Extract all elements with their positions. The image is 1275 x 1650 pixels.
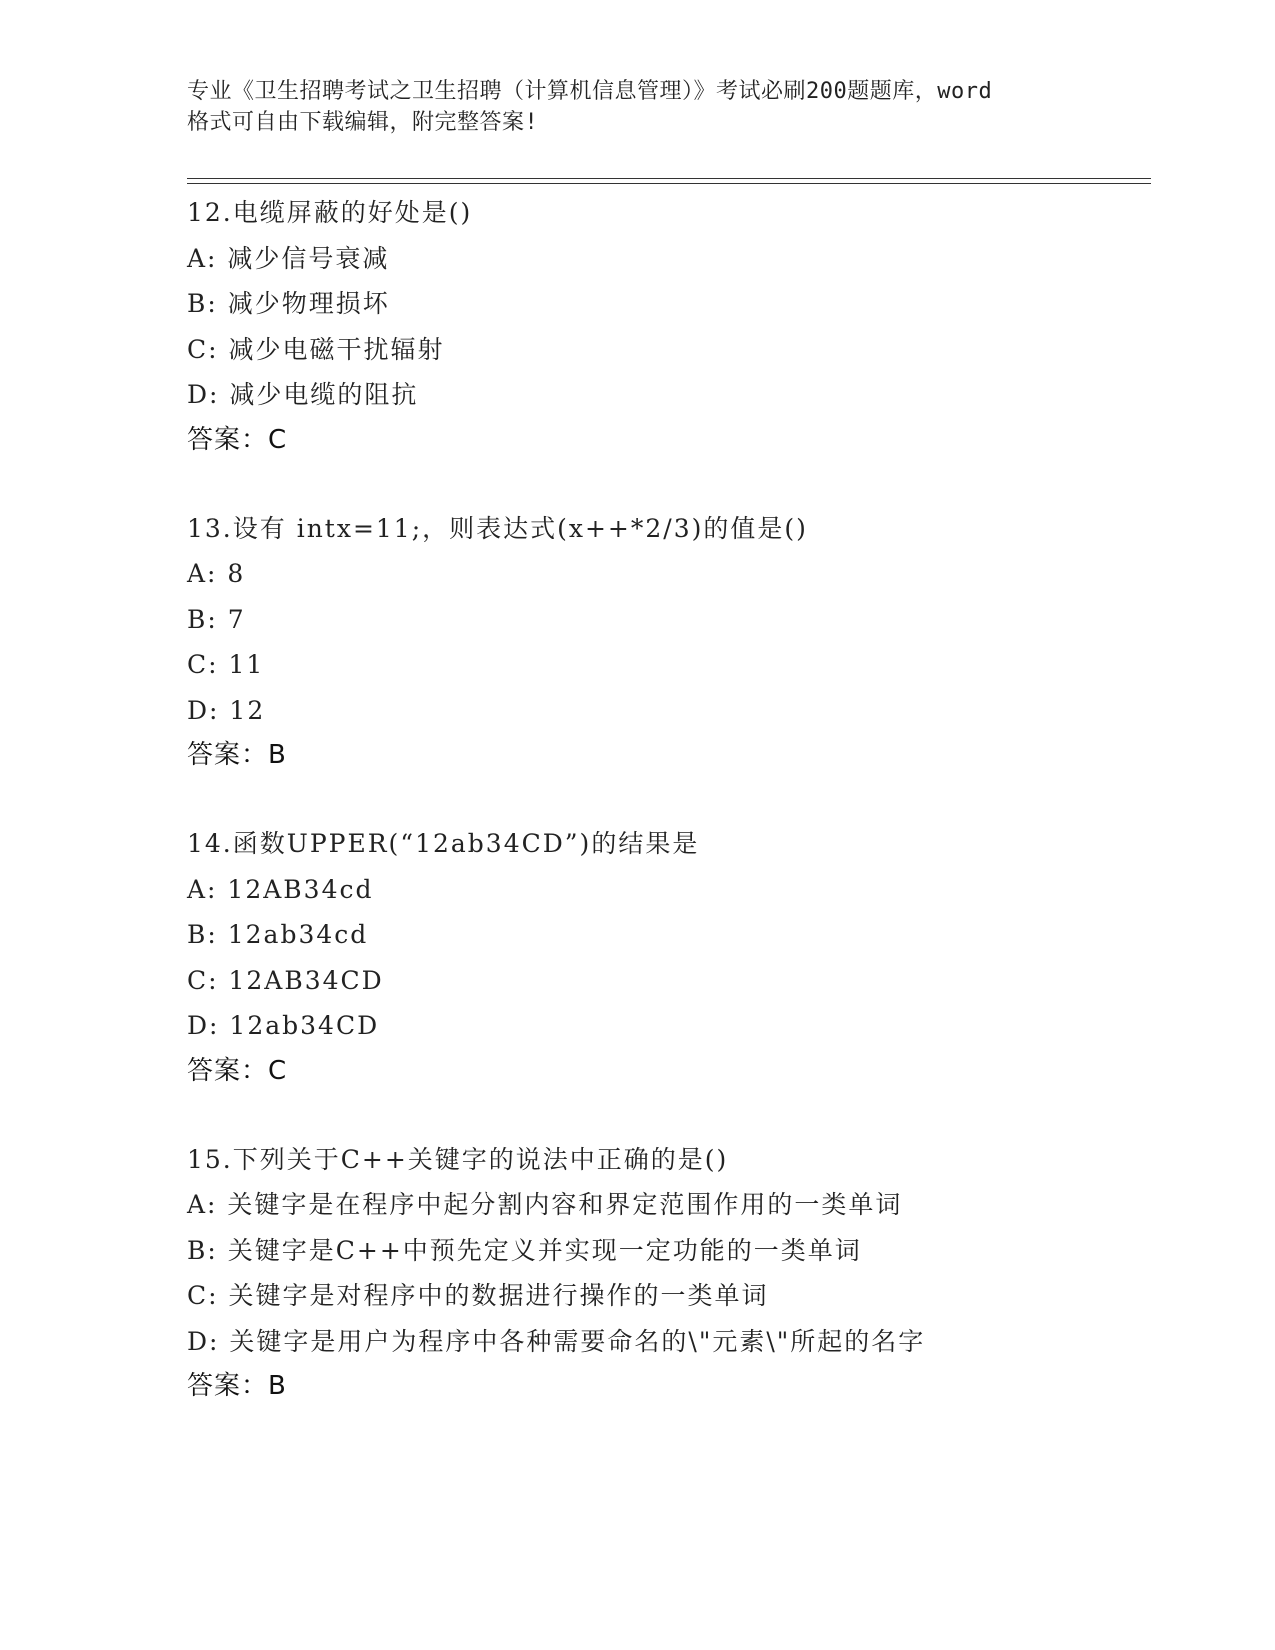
option-c: C: 关键字是对程序中的数据进行操作的一类单词: [187, 1281, 769, 1310]
option-d: D: 12ab34CD: [187, 1011, 380, 1040]
question-stem: 12.电缆屏蔽的好处是(): [187, 198, 473, 227]
document-header: [187, 76, 1087, 138]
option-c: C: 减少电磁干扰辐射: [187, 334, 445, 364]
option-a: A: 减少信号衰减: [187, 243, 390, 273]
answer-line: 答案：C: [187, 1055, 288, 1086]
answer-line: 答案：B: [187, 1371, 287, 1401]
option-d: D: 12: [187, 695, 266, 725]
option-c: C: 12AB34CD: [187, 965, 384, 995]
question-13: [187, 506, 1167, 779]
option-d: D: 减少电缆的阻抗: [187, 380, 419, 409]
option-a: A: 12AB34cd: [187, 874, 374, 904]
option-b: B: 7: [187, 604, 246, 634]
option-b: B: 减少物理损坏: [187, 289, 390, 318]
question-14: [187, 821, 1167, 1094]
option-c: C: 11: [187, 650, 265, 679]
header-title-line-1: 专业《卫生招聘考试之卫生招聘（计算机信息管理）》考试必刷200题题库，word: [187, 79, 993, 104]
option-a: A: 关键字是在程序中起分割内容和界定范围作用的一类单词: [187, 1190, 903, 1219]
question-stem: 14.函数UPPER(“12ab34CD”)的结果是: [187, 829, 700, 858]
question-15: [187, 1137, 1167, 1410]
option-d: D: 关键字是用户为程序中各种需要命名的\"元素\"所起的名字: [187, 1326, 926, 1356]
option-b: B: 关键字是C++中预先定义并实现一定功能的一类单词: [187, 1235, 862, 1265]
question-stem: 15.下列关于C++关键字的说法中正确的是(): [187, 1144, 729, 1174]
question-stem: 13.设有 intx=11;，则表达式(x++*2/3)的值是(): [187, 513, 808, 543]
header-double-rule: [187, 178, 1151, 184]
question-list: [187, 190, 1167, 1452]
question-12: [187, 190, 1167, 463]
answer-line: 答案：B: [187, 740, 287, 770]
answer-line: 答案：C: [187, 424, 288, 455]
header-title-line-2: 格式可自由下载编辑，附完整答案!: [187, 110, 539, 135]
option-a: A: 8: [187, 559, 246, 588]
option-b: B: 12ab34cd: [187, 920, 369, 949]
